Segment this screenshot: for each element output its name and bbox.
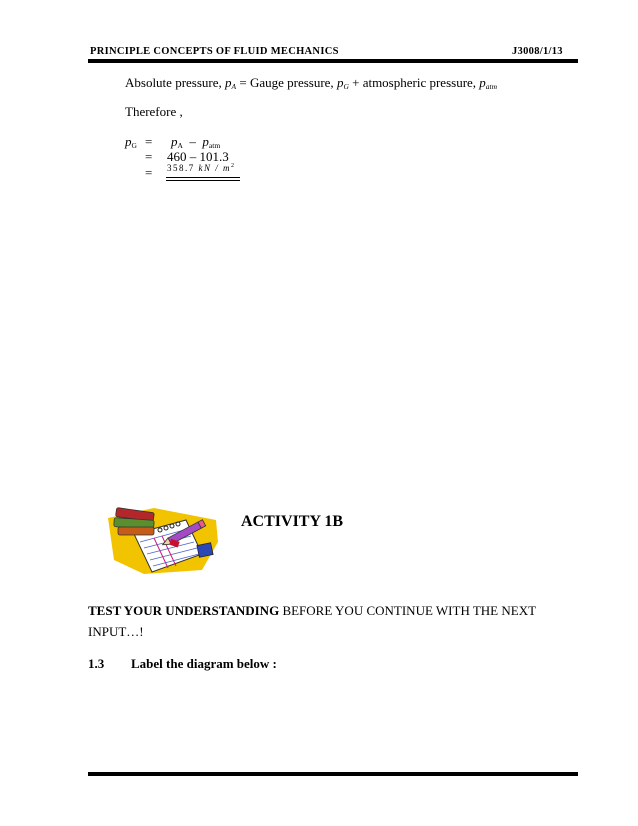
definition-text-1: Absolute pressure, [125,75,226,90]
pG-subscript: G [343,82,349,91]
lhs-symbol: p [125,134,132,149]
pA-subscript: A [231,82,237,91]
step1-pA-symbol: p [171,134,178,149]
question-number: 1.3 [88,656,105,671]
pG-symbol: p [336,75,344,90]
activity-clipart [104,490,222,580]
step1-pA-subscript: A [177,141,183,150]
pA-symbol: p [225,75,232,90]
step1-patm-subscript: atm [208,141,221,150]
calc-result [167,163,236,173]
result-unit: kN / m [198,163,231,173]
result-underline-2 [166,180,240,181]
test-instruction-bold: TEST YOUR UNDERSTANDING [88,603,280,618]
therefore-text: Therefore , [125,104,183,119]
definition-text-3: + atmospheric pressure, [348,75,480,90]
footer-rule [88,772,578,776]
step1-minus: – [189,134,196,149]
result-number: 358.7 [167,163,195,173]
pressure-definition [125,75,497,91]
calc-lhs [125,134,137,150]
header-code: J3008/1/13 [512,46,563,57]
test-instruction-rest: BEFORE YOU CONTINUE WITH THE NEXT [279,603,537,618]
calc-step-1 [171,134,220,150]
calc-eq-2: = [145,149,153,164]
test-instruction [88,600,536,621]
question-text: Label the diagram below : [131,656,277,671]
test-instruction-line2: INPUT…! [88,624,144,639]
result-underline-1 [166,177,240,178]
step1-patm-symbol: p [202,134,209,149]
header-title: PRINCIPLE CONCEPTS OF FLUID MECHANICS [90,46,339,57]
lhs-subscript: G [131,141,137,150]
result-exponent: 2 [231,163,236,169]
calc-step-2: 460 – 101.3 [167,149,229,164]
books-notebook-pencil-icon [104,490,222,580]
calc-eq-3: = [145,165,153,180]
definition-text-2: = Gauge pressure, [236,75,337,90]
patm-symbol: p [479,75,486,90]
header-rule [88,59,578,63]
activity-title: ACTIVITY 1B [241,513,344,530]
calc-eq-1: = [145,134,153,149]
patm-subscript: atm [485,82,498,91]
